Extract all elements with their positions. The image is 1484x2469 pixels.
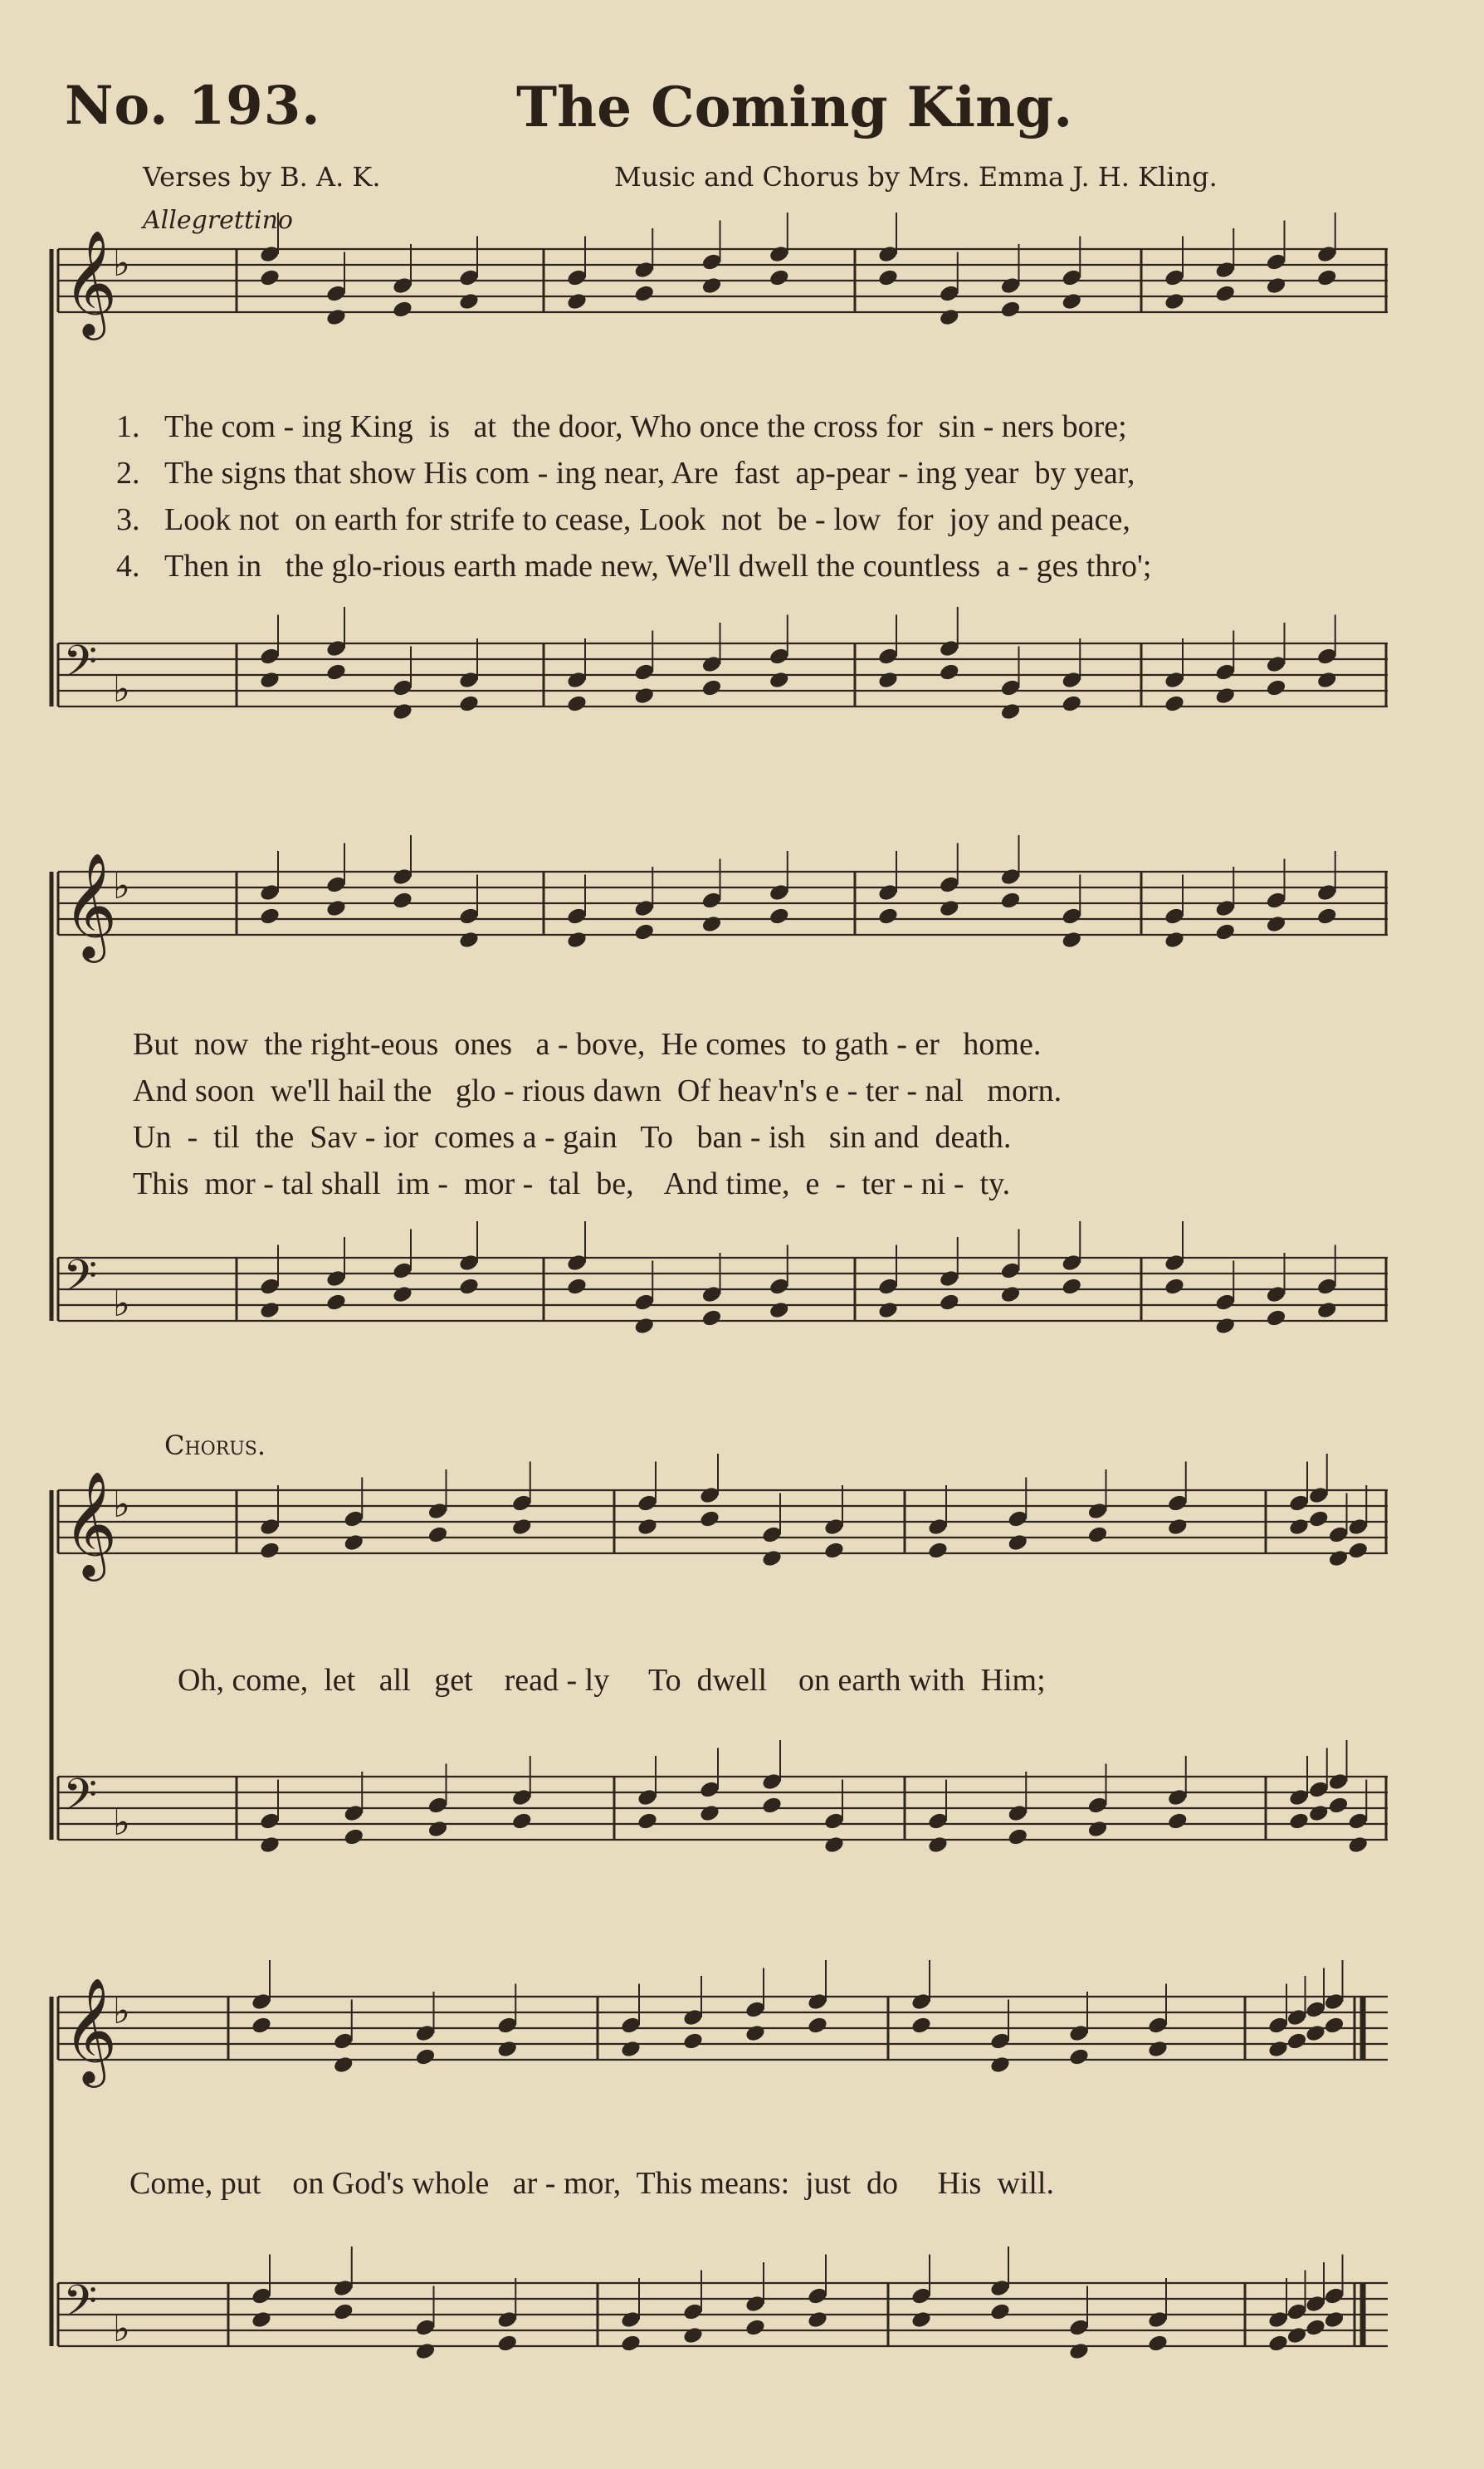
note-head [1068, 2341, 1091, 2361]
note-head [1164, 694, 1186, 714]
note-head [414, 2047, 437, 2067]
note-head [682, 2031, 705, 2051]
note-head [620, 2039, 642, 2059]
note-head [938, 1293, 960, 1313]
note-head [427, 1819, 449, 1839]
note-head [768, 670, 790, 690]
note-head [999, 300, 1022, 320]
verse-line: The signs that show His com - ing near, Are fast ap-pear - ing year by year, [164, 456, 1135, 491]
note-head [910, 2016, 933, 2036]
note-head [392, 891, 414, 911]
note-head [496, 2334, 519, 2354]
note-head [510, 1517, 533, 1537]
note-head [259, 1300, 281, 1320]
note-head [999, 891, 1022, 911]
note-head [1307, 1803, 1330, 1823]
bass-clef-icon: 𝄢 [63, 1251, 98, 1313]
note-head [1214, 922, 1237, 942]
note-head [633, 686, 656, 706]
note-head [1061, 1277, 1083, 1297]
note-head [392, 300, 414, 320]
note-head [1061, 291, 1083, 311]
note-head [1265, 678, 1287, 698]
note-head [1327, 1548, 1350, 1568]
hymn-title: The Coming King. [516, 75, 1073, 139]
note-head [414, 2341, 437, 2361]
note-head [496, 2039, 519, 2059]
note-head [1286, 2325, 1308, 2345]
note-head [458, 930, 481, 950]
note-head [701, 914, 723, 934]
note-head [1327, 1796, 1350, 1816]
note-head [251, 2016, 273, 2036]
note-head [510, 1811, 533, 1831]
note-head [807, 2016, 829, 2036]
note-head [343, 1827, 365, 1847]
flat-sign-icon: ♭ [113, 242, 130, 285]
note-head [1316, 268, 1338, 288]
note-head [1347, 1835, 1369, 1855]
note-head [999, 1284, 1022, 1304]
note-head [1267, 2039, 1290, 2059]
note-head [566, 1277, 588, 1297]
note-head [768, 268, 790, 288]
chorus-label: Chorus. [164, 1430, 266, 1461]
note-head [699, 1803, 721, 1823]
note-head [332, 2055, 354, 2075]
music-credit: Music and Chorus by Mrs. Emma J. H. Kling. [614, 161, 1218, 193]
verse-line: Look not on earth for strife to cease, Look not be - low for joy and peace, [164, 502, 1130, 537]
note-head [1288, 1517, 1311, 1537]
note-head [1265, 276, 1287, 296]
note-head [877, 268, 900, 288]
note-head [343, 1533, 365, 1552]
note-head [1147, 2039, 1169, 2059]
note-head [938, 662, 960, 682]
note-head [701, 1308, 723, 1328]
note-head [1267, 2334, 1290, 2354]
note-head [259, 907, 281, 926]
verse-number: 3. [116, 502, 140, 537]
note-head [1068, 2047, 1091, 2067]
note-head [1316, 1300, 1338, 1320]
note-head [637, 1517, 659, 1537]
note-head [1166, 1811, 1189, 1831]
note-head [1286, 2031, 1308, 2051]
note-head [1214, 284, 1237, 304]
note-head [1316, 907, 1338, 926]
treble-clef-icon: 𝄞 [63, 1977, 118, 2083]
note-head [427, 1525, 449, 1545]
note-head [999, 702, 1022, 721]
bass-clef-icon: 𝄢 [63, 637, 98, 698]
note-head [682, 2325, 705, 2345]
note-head [637, 1811, 659, 1831]
note-head [325, 662, 348, 682]
note-head [699, 1509, 721, 1529]
note-head [1305, 2318, 1327, 2338]
note-head [633, 284, 656, 304]
bass-clef-icon: 𝄢 [63, 1770, 98, 1831]
note-head [332, 2302, 354, 2322]
note-head [938, 307, 960, 327]
treble-clef-icon: 𝄞 [63, 229, 118, 335]
verse-line: Then in the glo-rious earth made new, We'll dwell the countless a - ges thro'; [164, 549, 1152, 584]
note-head [259, 268, 281, 288]
note-head [1061, 930, 1083, 950]
note-head [1307, 1509, 1330, 1529]
note-head [927, 1835, 949, 1855]
note-head [392, 702, 414, 721]
flat-sign-icon: ♭ [113, 865, 130, 907]
note-head [392, 1284, 414, 1304]
note-head [1347, 1541, 1369, 1561]
verse-line: And soon we'll hail the glo - rious dawn Of heav'n's e - ter - nal morn. [133, 1073, 1062, 1108]
note-head [938, 898, 960, 918]
note-head [1214, 686, 1237, 706]
note-head [877, 907, 900, 926]
chorus-line: Oh, come, let all get read - ly To dwell on earth with Him; [178, 1663, 1046, 1698]
treble-clef-icon: 𝄞 [63, 1470, 118, 1577]
note-head [1164, 930, 1186, 950]
note-head [1323, 2016, 1345, 2036]
note-head [761, 1548, 783, 1568]
verse-line: The com - ing King is at the door, Who once the cross for sin - ners bore; [164, 409, 1127, 444]
chorus-line: Come, put on God's whole ar - mor, This means: just do His will. [129, 2166, 1054, 2201]
note-head [1166, 1517, 1189, 1537]
note-head [1265, 914, 1287, 934]
treble-clef-icon: 𝄞 [63, 852, 118, 958]
note-head [744, 2318, 767, 2338]
note-head [744, 2023, 767, 2043]
flat-sign-icon: ♭ [113, 1990, 130, 2032]
flat-sign-icon: ♭ [113, 1283, 130, 1325]
note-head [566, 291, 588, 311]
note-head [259, 1541, 281, 1561]
note-head [701, 678, 723, 698]
note-head [1323, 2310, 1345, 2330]
note-head [989, 2055, 1012, 2075]
note-head [1147, 2334, 1169, 2354]
verses-credit: Verses by B. A. K. [143, 161, 381, 193]
note-head [1086, 1819, 1109, 1839]
note-head [325, 898, 348, 918]
note-head [823, 1541, 846, 1561]
note-head [458, 1277, 481, 1297]
note-head [1061, 694, 1083, 714]
flat-sign-icon: ♭ [113, 668, 130, 711]
verse-line: Un - til the Sav - ior comes a - gain To ban - ish sin and death. [133, 1120, 1012, 1155]
note-head [877, 1300, 900, 1320]
note-head [877, 670, 900, 690]
note-head [566, 694, 588, 714]
note-head [1007, 1827, 1029, 1847]
note-head [1305, 2023, 1327, 2043]
bass-clef-icon: 𝄢 [63, 2276, 98, 2338]
note-head [927, 1541, 949, 1561]
note-head [620, 2334, 642, 2354]
note-head [633, 1316, 656, 1336]
note-head [1288, 1811, 1311, 1831]
hymn-number: No. 193. [65, 75, 321, 137]
note-head [1214, 1316, 1237, 1336]
note-head [1316, 670, 1338, 690]
verse-number: 4. [116, 549, 140, 584]
note-head [1164, 291, 1186, 311]
note-head [325, 1293, 348, 1313]
note-head [768, 1300, 790, 1320]
note-head [458, 694, 481, 714]
verse-line: But now the right-eous ones a - bove, He comes to gath - er home. [133, 1027, 1042, 1062]
note-head [259, 670, 281, 690]
note-head [1086, 1525, 1109, 1545]
note-head [989, 2302, 1012, 2322]
note-head [823, 1835, 846, 1855]
note-head [761, 1796, 783, 1816]
note-head [1265, 1308, 1287, 1328]
tempo-marking: Allegrettino [143, 206, 293, 235]
note-head [807, 2310, 829, 2330]
flat-sign-icon: ♭ [113, 1484, 130, 1526]
flat-sign-icon: ♭ [113, 2308, 130, 2350]
flat-sign-icon: ♭ [113, 1802, 130, 1844]
note-head [910, 2310, 933, 2330]
note-head [251, 2310, 273, 2330]
note-head [768, 907, 790, 926]
verse-line: This mor - tal shall im - mor - tal be, And time, e - ter - ni - ty. [133, 1166, 1011, 1201]
note-head [566, 930, 588, 950]
note-head [633, 922, 656, 942]
note-head [259, 1835, 281, 1855]
verse-number: 1. [116, 409, 140, 444]
note-head [1164, 1277, 1186, 1297]
note-head [458, 291, 481, 311]
verse-number: 2. [116, 456, 140, 491]
note-head [701, 276, 723, 296]
note-head [1007, 1533, 1029, 1552]
note-head [325, 307, 348, 327]
